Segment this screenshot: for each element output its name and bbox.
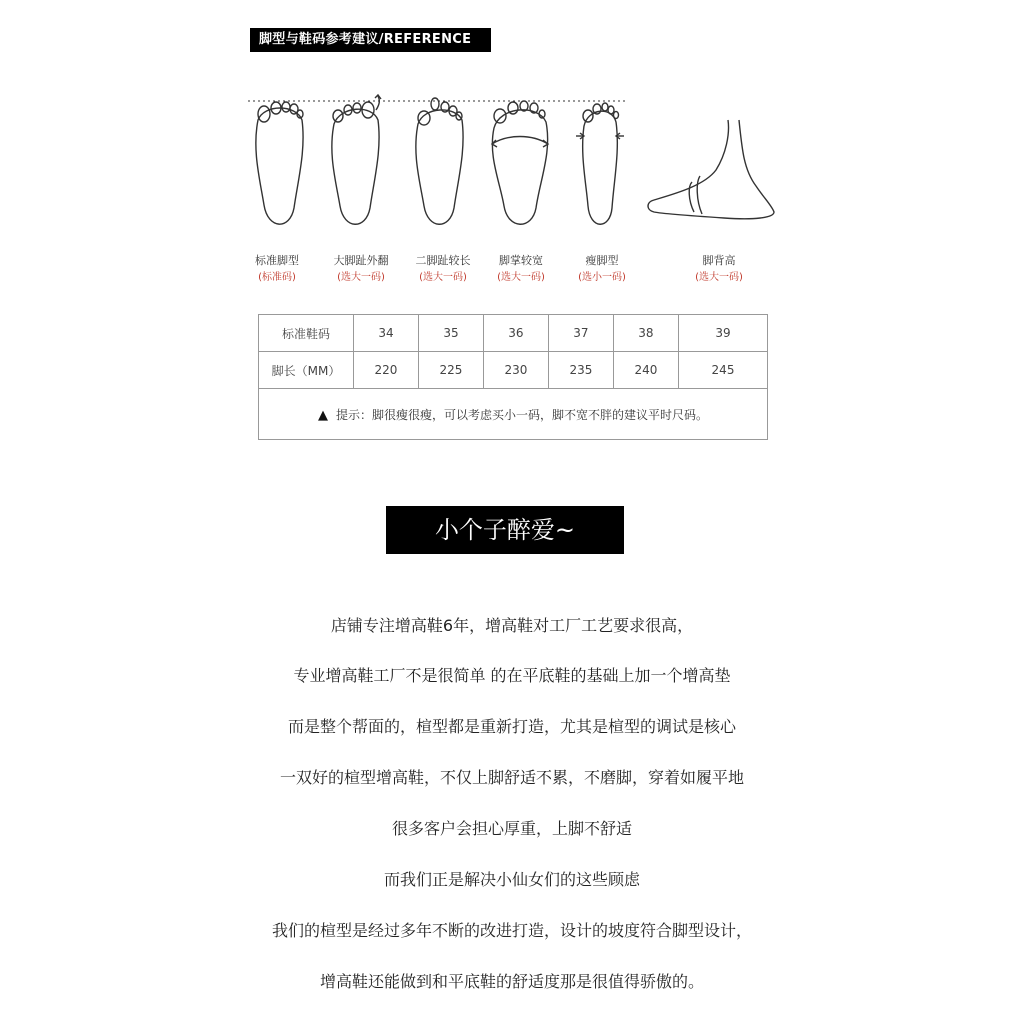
length-cell: 220	[354, 352, 419, 389]
bunion-foot-icon	[332, 95, 381, 224]
size-hint-cell	[259, 389, 768, 440]
foot-shapes-illustration	[240, 90, 800, 240]
foot-name: 大脚趾外翻	[333, 254, 389, 267]
standard-foot-icon	[256, 102, 303, 224]
description-line: 增高鞋还能做到和平底鞋的舒适度那是很值得骄傲的。	[319, 972, 704, 991]
size-hint-text: 提示：脚很瘦很瘦，可以考虑买小一码，脚不宽不胖的建议平时尺码。	[335, 407, 708, 422]
foot-size-advice: (选大一码)	[419, 272, 467, 283]
size-cell: 36	[483, 315, 548, 352]
length-cell: 240	[613, 352, 678, 389]
description-line: 而我们正是解决小仙女们的这些顾虑	[383, 870, 640, 889]
foot-name: 二脚趾较长	[415, 254, 471, 267]
section-title: 小个子醉爱~	[386, 506, 624, 554]
table-row-lengths	[259, 352, 768, 389]
row-header-length: 脚长（MM）	[259, 352, 354, 389]
foot-size-advice: (选大一码)	[695, 272, 743, 283]
size-cell: 34	[354, 315, 419, 352]
long-second-toe-foot-icon	[416, 98, 463, 224]
size-cell: 39	[679, 315, 768, 352]
foot-size-advice: (选小一码)	[578, 272, 626, 283]
length-cell: 230	[483, 352, 548, 389]
foot-name: 脚掌较宽	[499, 254, 543, 267]
foot-size-advice: (标准码)	[258, 272, 296, 283]
description-line: 店铺专注增高鞋6年，增高鞋对工厂工艺要求很高，	[330, 616, 694, 635]
description-line: 专业增高鞋工厂不是很简单 的在平底鞋的基础上加一个增高垫	[293, 666, 731, 685]
table-row-hint	[259, 389, 768, 440]
size-cell: 37	[548, 315, 613, 352]
length-cell: 225	[418, 352, 483, 389]
foot-label-high-instep	[669, 254, 769, 285]
foot-name: 脚背高	[702, 254, 736, 267]
table-row-sizes	[259, 315, 768, 352]
size-chart-table	[258, 314, 768, 440]
high-instep-foot-icon	[648, 120, 774, 219]
foot-size-advice: (选大一码)	[497, 272, 545, 283]
warning-triangle-icon: ▲	[317, 407, 328, 423]
foot-name: 标准脚型	[255, 254, 299, 267]
length-cell: 235	[548, 352, 613, 389]
wide-foot-icon	[492, 101, 548, 224]
foot-size-advice: (选大一码)	[337, 272, 385, 283]
row-header-size: 标准鞋码	[259, 315, 354, 352]
size-cell: 38	[613, 315, 678, 352]
description-line: 而是整个帮面的，楦型都是重新打造，尤其是楦型的调试是核心	[287, 717, 736, 736]
length-cell: 245	[679, 352, 768, 389]
size-cell: 35	[418, 315, 483, 352]
foot-label-narrow	[552, 254, 652, 285]
description-line: 一双好的楦型增高鞋，不仅上脚舒适不累，不磨脚，穿着如履平地	[279, 768, 744, 787]
description-line: 很多客户会担心厚重，上脚不舒适	[391, 819, 632, 838]
narrow-foot-icon	[576, 103, 624, 224]
foot-name: 瘦脚型	[585, 254, 619, 267]
description-line: 我们的楦型是经过多年不断的改进打造，设计的坡度符合脚型设计，	[271, 921, 752, 940]
reference-header: 脚型与鞋码参考建议/REFERENCE	[250, 28, 491, 52]
